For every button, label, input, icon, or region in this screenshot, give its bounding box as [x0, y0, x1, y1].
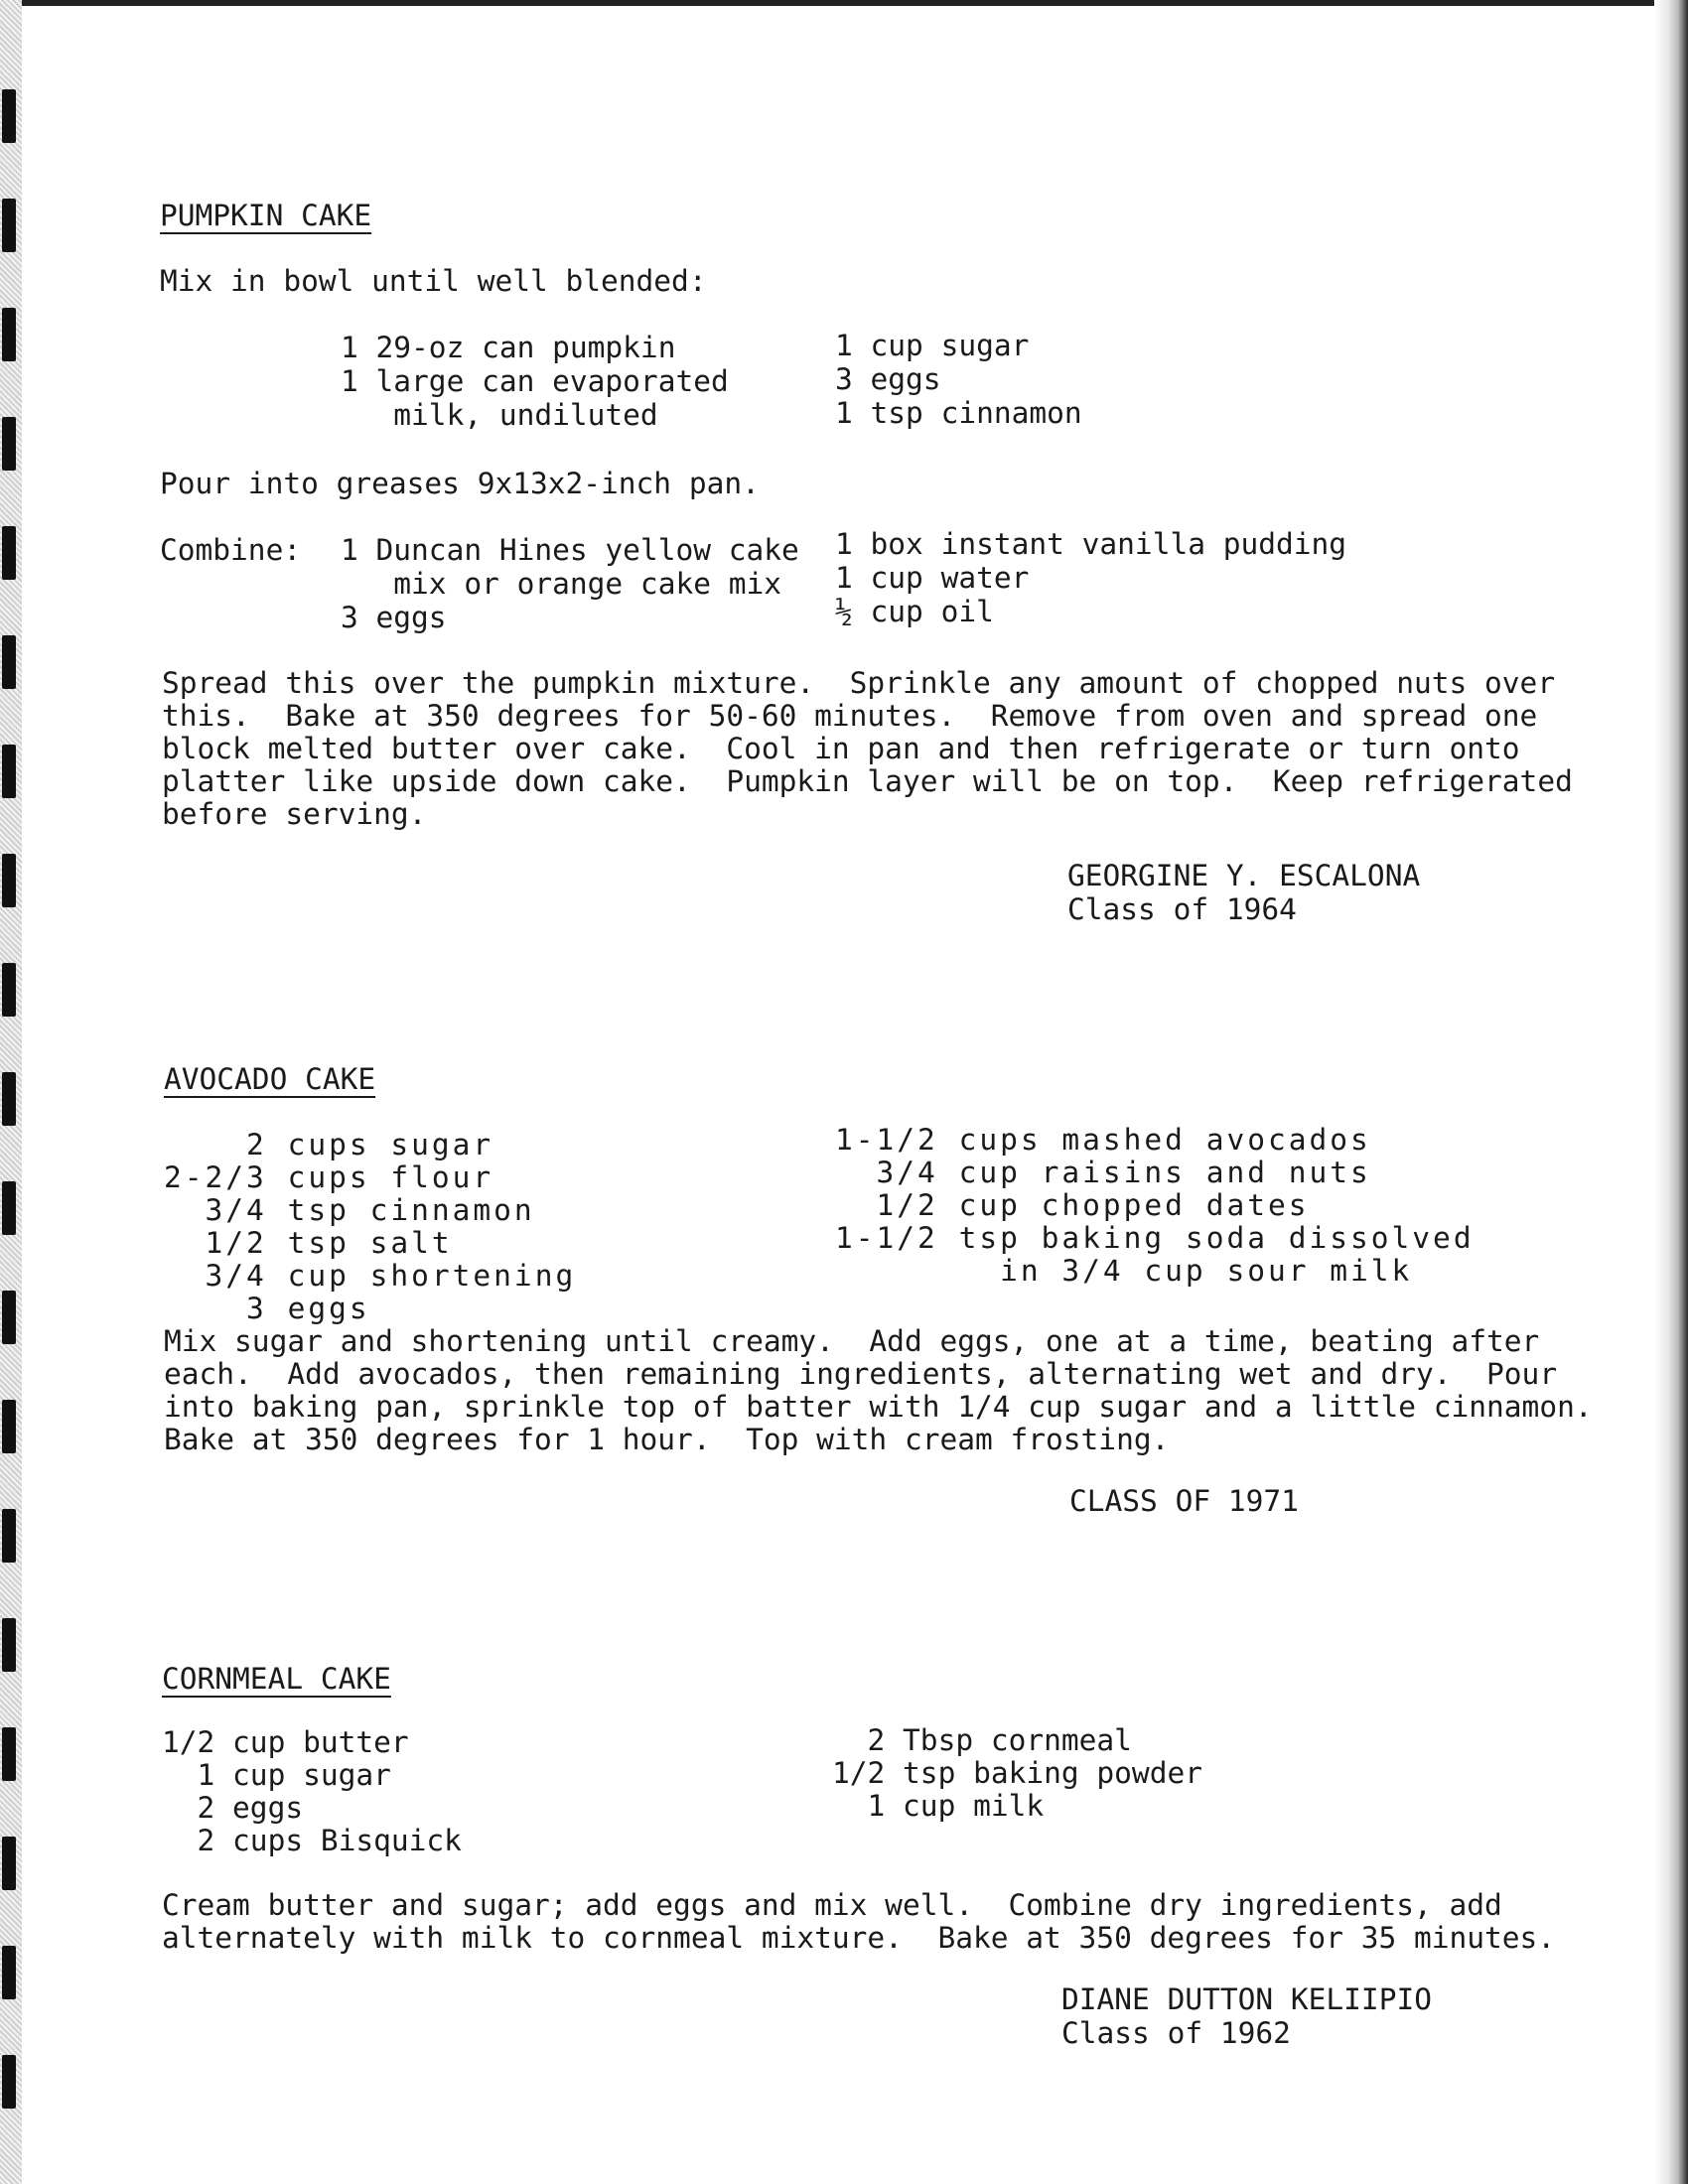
directions-line: into baking pan, sprinkle top of batter with 1/4 cup sugar and a little cinnamon. [164, 1390, 1593, 1424]
ingredient: 1 29-oz can pumpkin [341, 331, 676, 364]
page-right-edge [1654, 0, 1688, 2184]
ingredient: mix or orange cake mix [341, 567, 782, 601]
recipe-title: PUMPKIN CAKE [160, 199, 372, 232]
binding-hole [2, 1072, 16, 1126]
recipe-title: CORNMEAL CAKE [162, 1662, 391, 1696]
ingredient: 1 cup sugar [835, 329, 1030, 362]
ingredient: 1 cup sugar [162, 1758, 391, 1792]
binding-hole [2, 1181, 16, 1235]
ingredient: 1 cup milk [832, 1789, 1045, 1823]
ingredient: 1/2 tsp baking powder [832, 1756, 1202, 1790]
ingredient: 1 tsp cinnamon [835, 396, 1082, 430]
recipe-credit-name: DIANE DUTTON KELIIPIO [1061, 1982, 1432, 2016]
binding-hole [2, 2055, 16, 2109]
ingredient: 3 eggs [835, 362, 941, 396]
recipe-intro: Mix in bowl until well blended: [160, 264, 707, 298]
ingredient: 3/4 tsp cinnamon [164, 1193, 535, 1227]
ingredient: ½ cup oil [835, 595, 994, 628]
combine-label: Combine: [160, 533, 302, 567]
recipe-credit-class: Class of 1964 [1067, 892, 1297, 926]
ingredient: 1 large can evaporated [341, 364, 729, 398]
ingredient: 1/2 cup chopped dates [835, 1188, 1310, 1222]
binding-hole [2, 417, 16, 471]
binding-hole [2, 1618, 16, 1672]
recipe-credit-class: Class of 1962 [1061, 2016, 1291, 2050]
page-top-edge [0, 0, 1688, 6]
binding-hole [2, 89, 16, 143]
ingredient: 1-1/2 cups mashed avocados [835, 1123, 1371, 1157]
ingredient: 1/2 tsp salt [164, 1226, 453, 1260]
binding-hole [2, 1727, 16, 1781]
directions-line: platter like upside down cake. Pumpkin layer will be on top. Keep refrigerated [162, 764, 1573, 798]
ingredient: milk, undiluted [341, 398, 658, 432]
directions-line: each. Add avocados, then remaining ingredients, alternating wet and dry. Pour [164, 1357, 1558, 1391]
directions-line: alternately with milk to cornmeal mixture. Bake at 350 degrees for 35 minutes. [162, 1921, 1556, 1955]
ingredient: 2-2/3 cups flour [164, 1160, 494, 1194]
binding-hole [2, 308, 16, 361]
ingredient: 3 eggs [164, 1292, 370, 1325]
binding-hole [2, 854, 16, 907]
binding-hole [2, 1946, 16, 1999]
ingredient: 3/4 cup raisins and nuts [835, 1156, 1371, 1189]
binding-hole [2, 1400, 16, 1453]
recipe-credit: CLASS OF 1971 [1069, 1484, 1299, 1518]
binding-hole [2, 635, 16, 689]
recipe-title: AVOCADO CAKE [164, 1062, 376, 1096]
directions-line: Spread this over the pumpkin mixture. Sprinkle any amount of chopped nuts over [162, 666, 1556, 700]
binding-hole [2, 1509, 16, 1563]
ingredient: 3 eggs [341, 601, 447, 634]
ingredient: 3/4 cup shortening [164, 1259, 577, 1293]
ingredient: 2 cups sugar [164, 1128, 494, 1161]
directions-line: block melted butter over cake. Cool in pan and then refrigerate or turn onto [162, 732, 1520, 765]
binding-hole [2, 1291, 16, 1344]
directions-line: this. Bake at 350 degrees for 50-60 minutes. Remove from oven and spread one [162, 699, 1538, 733]
binding-edge [0, 0, 22, 2184]
ingredient: 1/2 cup butter [162, 1725, 409, 1759]
ingredient: 2 cups Bisquick [162, 1824, 462, 1857]
binding-hole [2, 963, 16, 1017]
ingredient: 2 Tbsp cornmeal [832, 1723, 1132, 1757]
binding-hole [2, 1837, 16, 1890]
binding-hole [2, 745, 16, 798]
recipe-credit-name: GEORGINE Y. ESCALONA [1067, 859, 1421, 892]
ingredient: in 3/4 cup sour milk [835, 1254, 1413, 1288]
ingredient: 1 box instant vanilla pudding [835, 527, 1347, 561]
recipe-step: Pour into greases 9x13x2-inch pan. [160, 467, 760, 500]
directions-line: Bake at 350 degrees for 1 hour. Top with cream frosting. [164, 1423, 1170, 1456]
ingredient: 2 eggs [162, 1791, 304, 1825]
directions-line: Cream butter and sugar; add eggs and mix well. Combine dry ingredients, add [162, 1888, 1502, 1922]
binding-hole [2, 526, 16, 580]
ingredient: 1-1/2 tsp baking soda dissolved [835, 1221, 1475, 1255]
directions-line: before serving. [162, 797, 427, 831]
ingredient: 1 cup water [835, 561, 1030, 595]
ingredient: 1 Duncan Hines yellow cake [341, 533, 799, 567]
directions-line: Mix sugar and shortening until creamy. Add eggs, one at a time, beating after [164, 1324, 1540, 1358]
binding-hole [2, 199, 16, 252]
